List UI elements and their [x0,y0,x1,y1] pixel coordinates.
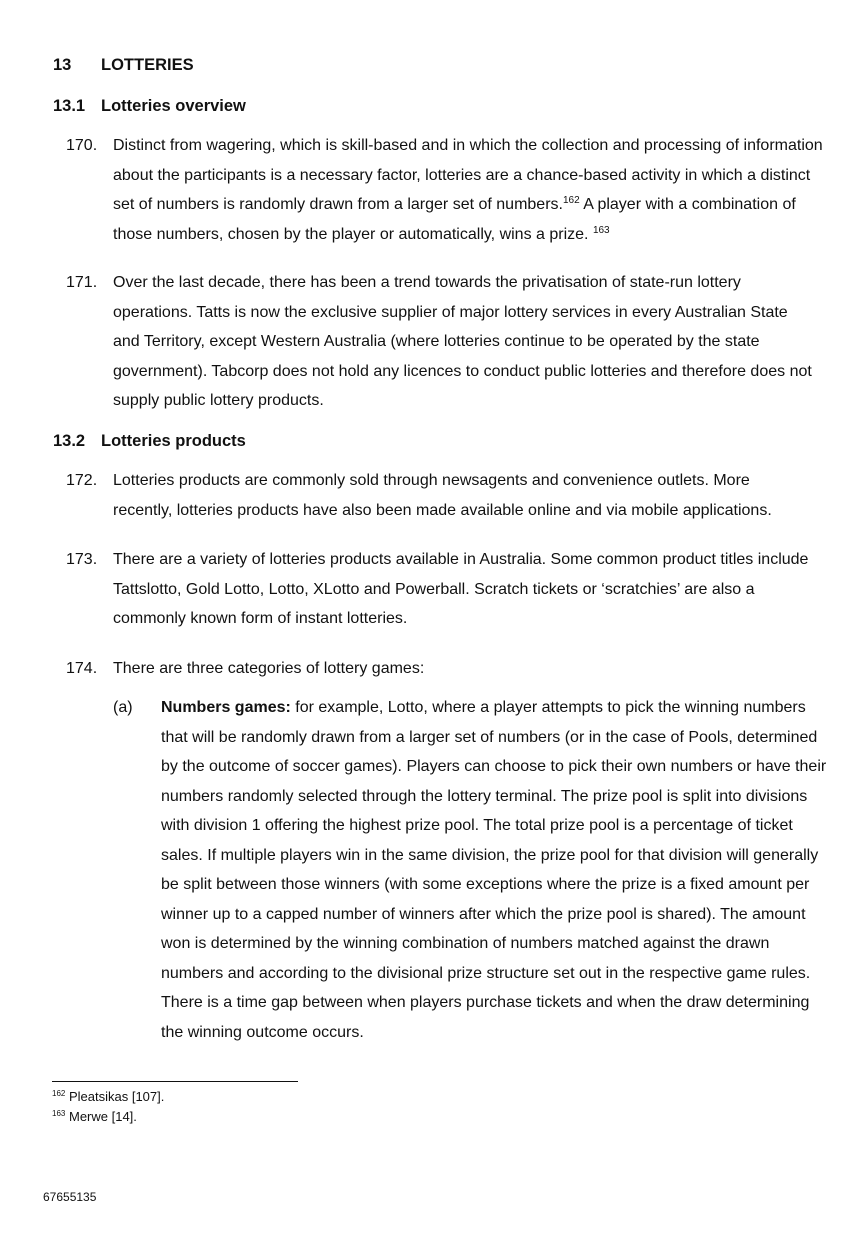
subsection-number: 13.1 [53,97,86,115]
paragraph-number: 172. [66,472,98,489]
paragraph-text: Over the last decade, there has been a trend towards the privatisation of state-run lottery operations. Tatts is now the exclusive supplier of major lottery services in every Australian State and Territory, except Western Australia (where lotteries continue to be operated by the state government). Tabcorp does not hold any licences to conduct public lotteries and therefore does not supply public lottery products. [113,274,812,409]
footnote-text: Pleatsikas [107]. [68,1089,165,1104]
footnote-162 [52,1089,164,1105]
footnote-marker: 162 [52,1089,66,1098]
paragraph-number: 174. [66,660,98,677]
paragraph-number: 171. [66,274,98,291]
list-item-label: (a) [113,699,133,716]
paragraph-text-part: Distinct from wagering, which is skill-based and in which the collection and processing of information about the participants is a necessary factor, lotteries are a chance-based activity in which a distinct set of numbers is randomly drawn from a larger set of numbers. [113,137,823,213]
list-item-term: Numbers games: [161,699,291,716]
paragraph-number: 173. [66,551,98,568]
footnote-163 [52,1109,137,1125]
subsection-title: Lotteries overview [101,97,246,115]
list-item-body: for example, Lotto, where a player attempts to pick the winning numbers that will be randomly drawn from a larger set of numbers (or in the case of Pools, determined by the outcome of soccer games). Players can choose to pick their own numbers or have their numbers randomly selected through the lottery terminal. The prize pool is split into divisions with division 1 offering the highest prize pool. The total prize pool is a percentage of ticket sales. If multiple players win in the same division, the prize pool for that division will generally be split between those winners (with some exceptions where the prize is a fixed amount per winner up to a capped number of winners after which the prize pool is shared). The amount won is determined by the winning combination of numbers matched against the drawn numbers and according to the divisional prize structure set out in the respective game rules. There is a time gap between when players purchase tickets and when the draw determining the winning outcome occurs. [161,699,827,1041]
paragraph-text: There are a variety of lotteries products available in Australia. Some common product titles include Tattslotto, Gold Lotto, Lotto, XLotto and Powerball. Scratch tickets or ‘scratchies’ are also a commonly known form of instant lotteries. [113,551,809,627]
subsection-title: Lotteries products [101,432,246,450]
footnote-ref-163[interactable]: 163 [592,224,610,236]
paragraph-text: Lotteries products are commonly sold through newsagents and convenience outlets. More recently, lotteries products have also been made available online and via mobile applications. [113,472,772,519]
paragraph-text [113,131,833,249]
paragraph-number: 170. [66,137,98,154]
footnote-ref-162[interactable]: 162 [562,195,580,206]
footnote-marker: 163 [52,1109,66,1118]
section-number: 13 [53,56,72,74]
section-title: LOTTERIES [101,56,194,74]
paragraph-text-part: A player with a combination of those numbers, chosen by the player or automatically, wins a prize. [113,196,796,243]
subsection-number: 13.2 [53,432,86,450]
paragraph-text: There are three categories of lottery games: [113,660,425,677]
list-item-text [161,693,833,1047]
footnote-separator [52,1081,298,1082]
footnote-text: Merwe [14]. [68,1109,137,1124]
document-number: 67655135 [43,1190,97,1204]
